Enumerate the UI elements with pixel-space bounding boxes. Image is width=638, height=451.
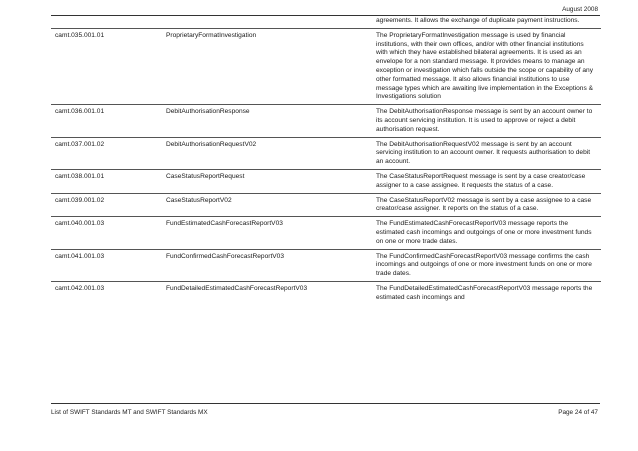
header-date: August 2008: [562, 6, 598, 13]
message-name: DebitAuthorisationResponse: [162, 105, 370, 137]
table-row: [51, 169, 601, 193]
message-description: The DebitAuthorisationResponse message is sent by an account owner to its account servicing institution. It is used to approve or reject a debit authorisation request.: [370, 105, 601, 137]
message-name: [162, 16, 370, 28]
message-description: The CaseStatusReportRequest message is sent by a case creator/case assigner to a case assignee. It requests the status of a case.: [370, 169, 601, 193]
message-name: FundConfirmedCashForecastReportV03: [162, 249, 370, 281]
message-name: CaseStatusReportV02: [162, 193, 370, 217]
table-row: [51, 16, 601, 28]
table-row: [51, 28, 601, 104]
table-row: [51, 217, 601, 249]
message-name: ProprietaryFormatInvestigation: [162, 28, 370, 104]
table-row: [51, 137, 601, 169]
message-id: camt.042.001.03: [55, 284, 105, 292]
message-description: The DebitAuthorisationRequestV02 message is sent by an account servicing institution to an account owner. It requests authorisation to debit an account.: [370, 137, 601, 169]
bottom-rule: [51, 403, 600, 404]
message-name: FundEstimatedCashForecastReportV03: [162, 217, 370, 249]
message-table: [51, 16, 601, 305]
footer-page-number: Page 24 of 47: [558, 409, 598, 416]
message-description: The FundConfirmedCashForecastReportV03 message confirms the cash incomings and outgoings of one or more investment funds on one or more trade dates.: [370, 249, 601, 281]
message-description: agreements. It allows the exchange of duplicate payment instructions.: [370, 16, 601, 28]
message-id: camt.040.001.03: [51, 217, 162, 249]
message-id: camt.039.001.02: [51, 193, 162, 217]
message-name: FundDetailedEstimatedCashForecastReportV03: [166, 284, 308, 292]
message-description: The CaseStatusReportV02 message is sent by a case assignee to a case creator/case assigner. It reports on the status of a case.: [370, 193, 601, 217]
message-name: DebitAuthorisationRequestV02: [162, 137, 370, 169]
message-id: camt.036.001.01: [51, 105, 162, 137]
message-description: The ProprietaryFormatInvestigation message is used by financial institutions, with their own offices, and/or with other financial institutions with which they have established bilateral agreements. It is used as an envelope for a non standard message. It provides means to manage an exception or investigation which falls outside the scope or capability of any other formatted message. It also allows financial institutions to use message types which are awaiting live implementation in the Exceptions & Investigations solution: [370, 28, 601, 104]
message-id: camt.035.001.01: [51, 28, 162, 104]
table-row: [51, 193, 601, 217]
message-description: The FundEstimatedCashForecastReportV03 message reports the estimated cash incomings and outgoings of one or more investment funds on one or more trade dates.: [370, 217, 601, 249]
message-id: [51, 16, 162, 28]
message-description: The FundDetailedEstimatedCashForecastReportV03 message reports the estimated cash incomings and: [376, 284, 593, 301]
message-id: camt.038.001.01: [51, 169, 162, 193]
message-name: CaseStatusReportRequest: [162, 169, 370, 193]
message-id: camt.037.001.02: [51, 137, 162, 169]
footer-document-title: List of SWIFT Standards MT and SWIFT Standards MX: [51, 409, 208, 416]
table-row: [51, 105, 601, 137]
message-id: camt.041.001.03: [51, 249, 162, 281]
table-row: [51, 281, 601, 304]
table-row: [51, 249, 601, 281]
